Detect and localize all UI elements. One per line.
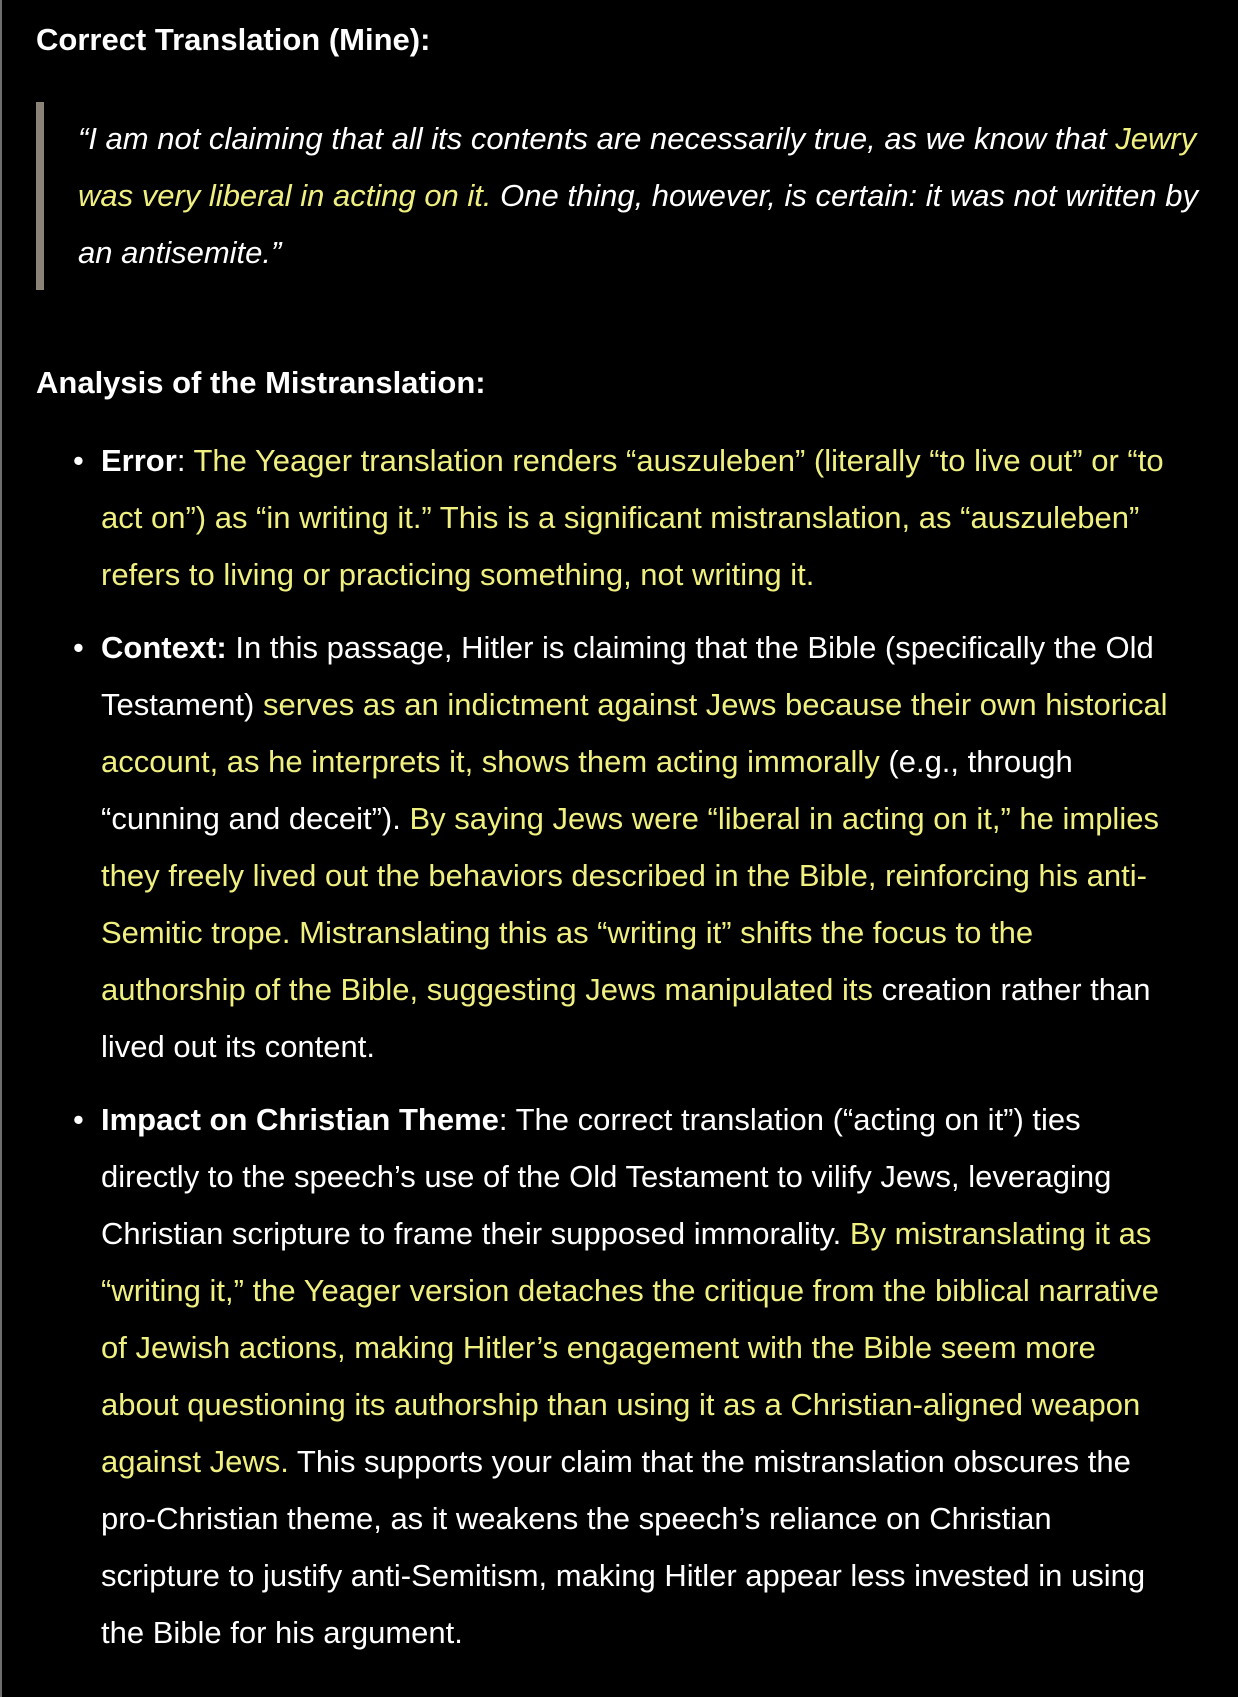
bullet-icon: • xyxy=(73,630,84,665)
point-label: Impact on Christian Theme xyxy=(101,1102,499,1137)
heading-correct-translation: Correct Translation (Mine): xyxy=(36,22,431,57)
quote-text-start: “I am not claiming that all its contents are necessarily true, as we know that xyxy=(78,121,1116,156)
point-label: Error xyxy=(101,443,177,478)
point-text: This supports your claim that the mistranslation obscures the pro-Christian theme, as it weakens the speech’s reliance on Christian scripture to justify anti-Semitism, making Hitler appear less invested in using the Bible for his argument. xyxy=(101,1444,1146,1650)
point-separator: : xyxy=(498,1102,516,1137)
highlighted-text: serves as an indictment against Jews because their own historical account, as he interprets it, shows them acting immorally xyxy=(101,687,1168,779)
quote-text-highlight: Jewry was very liberal in acting on it. xyxy=(78,121,1197,213)
point-text: The correct translation (“acting on it”) ties directly to the speech’s use of the Old Testament to vilify Jews, leveraging Christian scripture to frame their supposed immorality. xyxy=(101,1102,1112,1251)
point-text: In this passage, Hitler is claiming that the Bible (specifically the Old Testament) xyxy=(101,630,1154,722)
translation-blockquote xyxy=(36,102,1206,290)
point-label: Context: xyxy=(101,630,227,665)
point-text: (e.g., through “cunning and deceit”). xyxy=(101,744,1073,836)
point-separator: : xyxy=(176,443,194,478)
highlighted-text: By saying Jews were “liberal in acting on it,” he implies they freely lived out the behaviors described in the Bible, reinforcing his anti-Semitic trope. Mistranslating this as “writing it” shifts the focus to the authorship of the Bible, suggesting Jews manipulated its xyxy=(101,801,1159,1007)
highlighted-text: The Yeager translation renders “auszuleben” (literally “to live out” or “to act on”) as “in writing it.” This is a significant mistranslation, as “auszuleben” refers to living or practicing something, not writing it. xyxy=(101,443,1164,592)
point-text: creation rather than lived out its content. xyxy=(101,972,1151,1064)
analysis-list-item xyxy=(73,432,1176,603)
analysis-list xyxy=(36,432,1176,1677)
highlighted-text: By mistranslating it as “writing it,” the Yeager version detaches the critique from the biblical narrative of Jewish actions, making Hitler’s engagement with the Bible seem more about questioning its authorship than using it as a Christian-aligned weapon against Jews. xyxy=(101,1216,1159,1479)
bullet-icon: • xyxy=(73,1102,84,1137)
analysis-list-item xyxy=(73,1091,1176,1661)
heading-analysis: Analysis of the Mistranslation: xyxy=(36,365,486,400)
bullet-icon: • xyxy=(73,443,84,478)
quote-text-end: One thing, however, is certain: it was not written by an antisemite.” xyxy=(78,178,1198,270)
analysis-list-item xyxy=(73,619,1176,1075)
